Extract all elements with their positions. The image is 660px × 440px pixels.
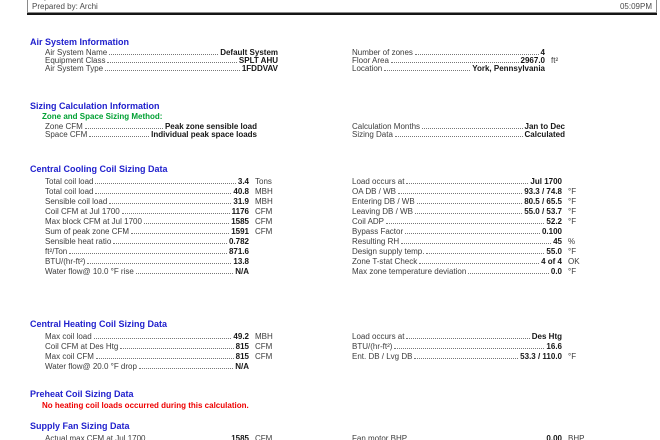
row-label: OA DB / WB [352,187,397,196]
row-label: Leaving DB / WB [352,207,413,216]
data-row [352,186,596,196]
leader-dots [109,203,231,204]
row-value: 80.5 / 65.5 [524,197,562,206]
row-unit: °F [568,197,577,206]
leader-dots [120,348,233,349]
row-value: 1585 [231,217,249,226]
row-label: Max zone temperature deviation [352,267,467,276]
leader-dots [419,263,539,264]
leader-dots [109,54,218,55]
row-label: Load occurs at [352,332,405,341]
section-air-system-information [30,38,657,73]
leader-dots [405,233,540,234]
leader-dots [107,62,236,63]
row-value: 1FDDVAV [241,64,278,73]
report-meta-box [27,0,657,13]
row-label: Number of zones [352,48,413,57]
row-label: Total coil load [45,177,94,186]
data-row [352,246,596,256]
row-unit: °F [568,267,577,276]
leader-dots [417,203,523,204]
row-label: Zone T-stat Check [352,257,418,266]
data-row [45,226,283,236]
column-left [45,123,257,139]
row-label: Sensible heat ratio [45,237,112,246]
leader-dots [415,54,539,55]
leader-dots [468,273,549,274]
data-row [45,176,283,186]
row-label: Total coil load [45,187,94,196]
row-label: Space CFM [45,129,88,139]
row-value: 49.2 [233,332,249,341]
row-label: Floor Area [352,56,389,65]
row-label: Air System Type [45,64,104,73]
data-row [45,246,283,256]
row-unit: Tons [255,177,272,186]
leader-dots [87,263,231,264]
leader-dots [401,243,551,244]
row-value: Individual peak space loads [151,129,257,139]
row-unit: CFM [255,217,273,226]
row-unit: CFM [255,342,273,351]
row-value: 0.0 [550,267,562,276]
row-value: 55.0 / 53.7 [524,207,562,216]
section-title: Sizing Calculation Information [30,101,160,111]
leader-dots [113,243,227,244]
section-title: Air System Information [30,37,130,47]
column-left [45,176,283,276]
row-label: Max coil load [45,332,92,341]
row-label: Entering DB / WB [352,197,415,206]
data-row [352,196,596,206]
row-value: Des Htg [531,332,562,341]
leader-dots [394,348,544,349]
leader-dots [415,213,522,214]
row-value: 53.3 / 110.0 [520,352,562,361]
data-row [352,176,596,186]
row-label: Max coil CFM [45,352,94,361]
row-unit: ft² [551,56,559,65]
row-unit: CFM [255,207,273,216]
row-label: Coil CFM at Jul 1700 [45,207,120,216]
data-row [45,206,283,216]
row-label: Load occurs at [352,177,405,186]
row-label: Design supply temp. [352,247,425,256]
row-label: Sensible coil load [45,197,108,206]
row-label: Coil ADP [352,217,385,226]
row-value: 0.00 [546,434,562,440]
data-row [45,186,283,196]
row-label: Calculation Months [352,121,421,131]
leader-dots [95,193,231,194]
data-row [352,236,596,246]
data-row [45,236,283,246]
section-title: Central Heating Coil Sizing Data [30,319,168,329]
row-value: 3.4 [237,177,249,186]
data-row [45,266,283,276]
leader-dots [414,358,518,359]
row-label: Actual max CFM at Jul 1700 [45,434,146,440]
row-unit: °F [568,217,577,226]
data-row [352,331,596,341]
data-row [45,433,283,440]
row-value: 0.100 [541,227,562,236]
row-value: 871.6 [228,247,249,256]
row-value: 31.9 [233,197,249,206]
row-value: 1585 [231,434,249,440]
row-value: 40.8 [233,187,249,196]
row-label: Sum of peak zone CFM [45,227,130,236]
row-label: Coil CFM at Des Htg [45,342,119,351]
preheat-warning-note: No heating coil loads occurred during this calculation. [42,401,249,410]
data-row [45,331,283,341]
leader-dots [122,213,230,214]
column-right [352,433,596,440]
leader-dots [384,70,470,71]
row-value: N/A [235,362,249,371]
row-unit: % [568,237,576,246]
data-row [45,65,278,73]
data-row [45,361,283,371]
leader-dots [85,128,163,129]
leader-dots [422,128,522,129]
data-row [45,196,283,206]
row-value: Jan to Dec [524,121,565,131]
column-left [45,331,283,371]
data-row [45,131,257,139]
section-central-cooling-coil-sizing-data [30,165,657,276]
column-right [352,49,579,73]
row-value: 16.6 [546,342,562,351]
row-unit: OK [568,257,580,266]
row-value: Default System [220,48,278,57]
row-label: Air System Name [45,48,108,57]
data-row [352,256,596,266]
row-label: Max block CFM at Jul 1700 [45,217,142,226]
row-unit: CFM [255,352,273,361]
row-unit: MBH [255,197,273,206]
leader-dots [95,183,235,184]
data-row [352,65,579,73]
column-left [45,49,278,73]
report-time: 05:09PM [619,2,652,11]
row-label: Bypass Factor [352,227,404,236]
row-value: 55.0 [546,247,562,256]
data-row [352,341,596,351]
data-row [45,351,283,361]
section-title: Central Cooling Coil Sizing Data [30,164,168,174]
section-sizing-calculation-information [30,102,657,139]
row-unit: CFM [255,434,273,440]
row-value: Jul 1700 [530,177,562,186]
leader-dots [398,193,522,194]
leader-dots [395,136,523,137]
data-row [352,351,596,361]
section-supply-fan-sizing-data [30,422,657,440]
data-row [45,216,283,226]
column-left [45,433,283,440]
row-unit: CFM [255,227,273,236]
row-label: Water flow@ 10.0 °F rise [45,267,134,276]
row-value: Peak zone sensible load [164,121,257,131]
header-rule [27,13,657,15]
leader-dots [105,70,240,71]
row-unit: MBH [255,332,273,341]
row-unit: BHP [568,434,585,440]
row-value: 52.2 [546,217,562,226]
row-label: BTU/(hr-ft²) [45,257,86,266]
row-unit: MBH [255,187,273,196]
leader-dots [144,223,229,224]
leader-dots [131,233,229,234]
data-row [352,216,596,226]
column-right [352,123,599,139]
row-label: Sizing Data [352,129,393,139]
column-right [352,331,596,371]
row-value: 45 [553,237,562,246]
row-value: 4 of 4 [541,257,562,266]
row-label: Zone CFM [45,121,83,131]
row-value: 4 [540,48,545,57]
row-label: Resulting RH [352,237,400,246]
row-value: 0.782 [228,237,249,246]
row-unit: °F [568,352,577,361]
column-right [352,176,596,276]
row-label: Location [352,64,383,73]
row-value: 13.8 [233,257,249,266]
data-row [352,433,596,440]
leader-dots [386,223,544,224]
row-value: 2967.0 [520,56,545,65]
row-value: N/A [235,267,249,276]
leader-dots [136,273,233,274]
row-label: ft²/Ton [45,247,68,256]
leader-dots [406,183,528,184]
data-row [352,226,596,236]
row-value: 815 [235,352,249,361]
row-label: Water flow@ 20.0 °F drop [45,362,137,371]
section-preheat-coil-sizing-data [30,390,657,410]
zone-space-sizing-method-subheader: Zone and Space Sizing Method: [42,112,163,121]
row-unit: °F [568,207,577,216]
section-central-heating-coil-sizing-data [30,320,657,371]
data-row [352,131,599,139]
leader-dots [391,62,519,63]
section-title: Supply Fan Sizing Data [30,421,130,431]
leader-dots [96,358,234,359]
row-unit: °F [568,247,577,256]
row-value: SPLT AHU [238,56,278,65]
prepared-by-line: Prepared by: Archi [32,2,98,11]
row-value: York, Pennsylvania [472,64,545,73]
data-row [45,341,283,351]
row-value: 1176 [231,207,249,216]
row-label: Fan motor BHP [352,434,408,440]
row-label: Equipment Class [45,56,106,65]
row-value: 1591 [231,227,249,236]
row-value: 93.3 / 74.8 [524,187,562,196]
row-label: BTU/(hr-ft²) [352,342,393,351]
data-row [352,206,596,216]
row-unit: °F [568,187,577,196]
leader-dots [89,136,149,137]
row-label: Ent. DB / Lvg DB [352,352,413,361]
leader-dots [406,338,529,339]
row-value: 815 [235,342,249,351]
data-row [352,266,596,276]
leader-dots [426,253,544,254]
data-row [45,256,283,266]
row-value: Calculated [524,129,565,139]
section-title: Preheat Coil Sizing Data [30,389,134,399]
leader-dots [139,368,233,369]
leader-dots [94,338,232,339]
leader-dots [69,253,227,254]
